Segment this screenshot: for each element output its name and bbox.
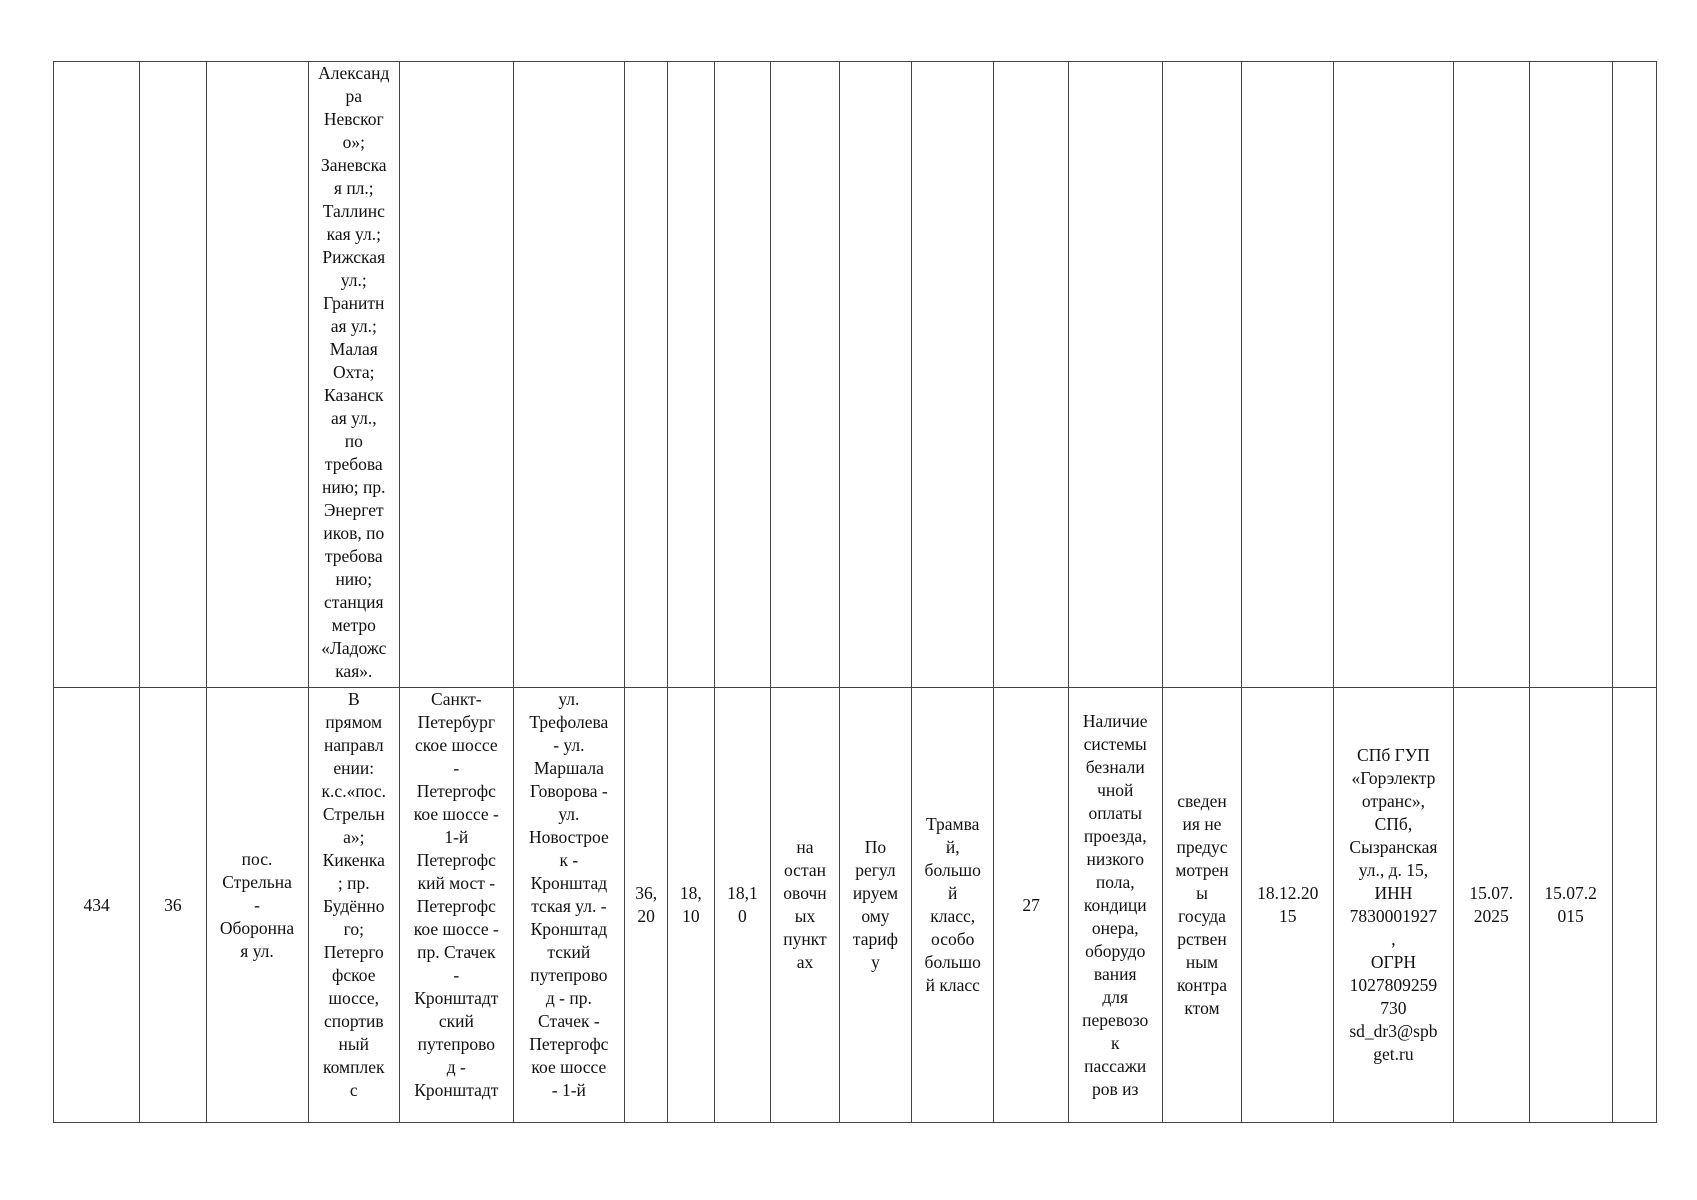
cell-empty [839,62,912,688]
cell-empty [625,62,668,688]
route-registry-table [53,61,1657,1123]
cell-length-total: 36, 20 [625,688,668,1123]
cell-characteristics: Наличие системы безнали чной оплаты проезда, низкого пола, кондици онера, оборудо вания для перевозо к пассажи ров из [1068,688,1162,1123]
cell-extra [1612,688,1656,1123]
cell-streets-forward: Санкт- Петербург ское шоссе - Петергофс кое шоссе - 1-й Петергофс кий мост - Петергофс кое шоссе - пр. Стачек - Кронштадт ский путепрово д - Кронштадт [400,688,514,1123]
cell-date-b: 15.07.2 015 [1529,688,1612,1123]
cell-empty [54,62,140,688]
cell-empty [1333,62,1453,688]
cell-route-name: пос. Стрельна - Оборонна я ул. [206,688,308,1123]
cell-empty [771,62,839,688]
cell-start-date: 18.12.20 15 [1242,688,1334,1123]
cell-empty [714,62,771,688]
cell-empty [912,62,994,688]
cell-contract-info: сведен ия не предус мотрен ы госуда рствен ным контра ктом [1162,688,1242,1123]
cell-operator: СПб ГУП «Горэлектр отранс», СПб, Сызранская ул., д. 15, ИНН 7830001927 , ОГРН 1027809259 730 sd_dr3@spb get.ru [1333,688,1453,1123]
cell-empty [1529,62,1612,688]
cell-boarding-order: на остан овочн ых пункт ах [771,688,839,1123]
cell-stops: В прямом направл ении: к.с.«пос. Стрельн а»; Кикенка ; пр. Будённо го; Петерго фское шоссе, спортив ный комплек с [308,688,400,1123]
cell-empty [400,62,514,688]
cell-empty [140,62,206,688]
cell-empty [1068,62,1162,688]
cell-empty [513,62,624,688]
table-row [54,62,1657,688]
cell-empty [206,62,308,688]
cell-empty [668,62,714,688]
cell-empty [1453,62,1529,688]
cell-length-forward: 18, 10 [668,688,714,1123]
cell-vehicle-count: 27 [994,688,1069,1123]
cell-reg-number: 434 [54,688,140,1123]
cell-tariff: По регул ируем ому тариф у [839,688,912,1123]
cell-empty [1612,62,1656,688]
cell-empty [1162,62,1242,688]
cell-stops-continued: Александ ра Невског о»; Заневска я пл.; Таллинс кая ул.; Рижская ул.; Гранитн ая ул.; Малая Охта; Казанск ая ул., по требова нию; пр. Энергет иков, по требова нию; станция метро «Ладожс кая». [308,62,400,688]
cell-empty [994,62,1069,688]
cell-vehicle-class: Трамва й, большо й класс, особо большо й класс [912,688,994,1123]
cell-empty [1242,62,1334,688]
cell-date-a: 15.07. 2025 [1453,688,1529,1123]
cell-route-number: 36 [140,688,206,1123]
cell-streets-reverse: ул. Трефолева - ул. Маршала Говорова - ул. Новострое к - Кронштад тская ул. - Кронштад тский путепрово д - пр. Стачек - Петергофс кое шоссе - 1-й [513,688,624,1123]
table-row [54,688,1657,1123]
cell-length-reverse: 18,1 0 [714,688,771,1123]
